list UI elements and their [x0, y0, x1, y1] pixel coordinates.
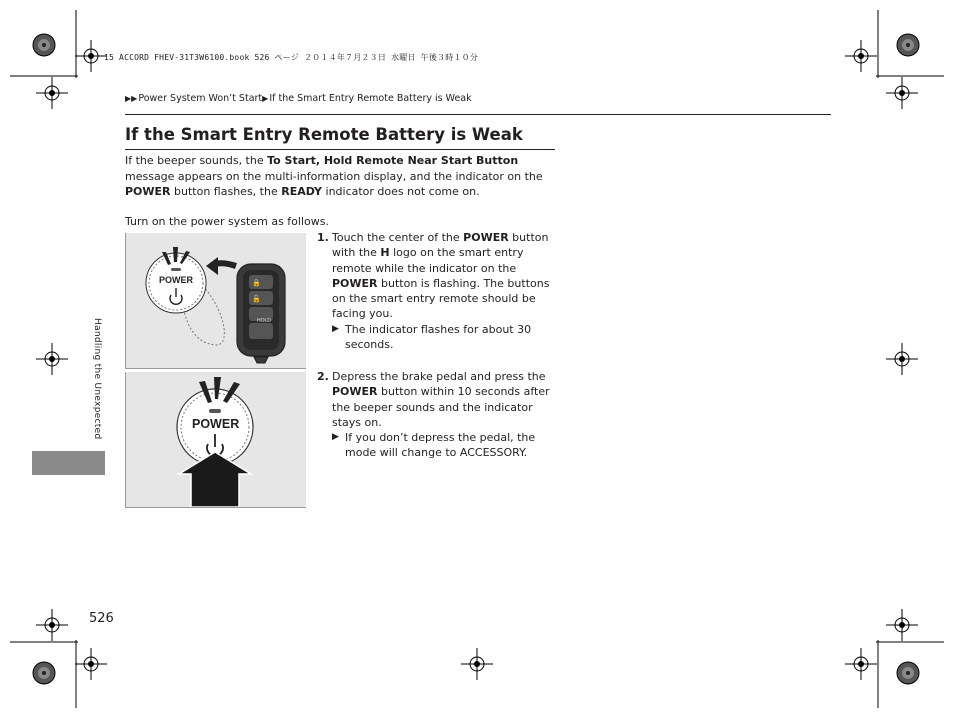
title-rule: [125, 149, 555, 150]
remote-touch-illustration: [125, 233, 306, 369]
svg-text:🔓: 🔓: [252, 295, 261, 303]
step-1: [317, 230, 557, 352]
triangle-icon: ▶: [332, 432, 339, 443]
power-button-label-large: POWER: [192, 417, 240, 431]
intro-paragraph: If the beeper sounds, the To Start, Hold Remote Near Start Button message appears on the multi-information display, and the indicator on the POWER button flashes, the READY indicator does not come on.: [125, 154, 543, 198]
header-rule: [125, 114, 831, 115]
side-tab-label: Handling the Unexpected: [92, 318, 102, 440]
breadcrumb-parent[interactable]: Power System Won’t Start: [138, 93, 263, 104]
triangle-icon: ▶: [262, 94, 269, 103]
power-press-illustration: [125, 372, 306, 508]
instruction-text: Turn on the power system as follows.: [125, 215, 329, 228]
step-number: 1.: [317, 231, 329, 244]
page-number: 526: [89, 611, 114, 626]
triangle-icon: ▶: [332, 323, 339, 334]
remote-hold-label: HOLD: [257, 318, 271, 324]
power-button-label-small: POWER: [159, 275, 194, 285]
print-header: 15 ACCORD FHEV-31T3W6100.book 526 ページ ２０１４年７月２３日 水曜日 午後３時１０分: [104, 53, 479, 62]
step-text: Touch the center of the POWER button with the H logo on the smart entry remote while the indicator on the POWER button is flashing. The buttons on the smart entry remote should be facing you.: [332, 231, 550, 321]
double-triangle-icon: ▶▶: [125, 94, 138, 103]
breadcrumb-current: If the Smart Entry Remote Battery is Weak: [269, 93, 472, 104]
step-note: ▶ The indicator flashes for about 30 seconds.: [332, 322, 532, 352]
breadcrumb: [125, 93, 472, 104]
section-title: If the Smart Entry Remote Battery is Weak: [125, 125, 523, 144]
step-2: [317, 369, 557, 461]
step-number: 2.: [317, 370, 329, 383]
svg-text:🔒: 🔒: [252, 279, 261, 287]
side-tab-marker: [32, 451, 105, 475]
step-text: Depress the brake pedal and press the POWER button within 10 seconds after the beeper sounds and the indicator stays on.: [332, 370, 550, 429]
step-note: ▶ If you don’t depress the pedal, the mode will change to ACCESSORY.: [332, 431, 536, 460]
